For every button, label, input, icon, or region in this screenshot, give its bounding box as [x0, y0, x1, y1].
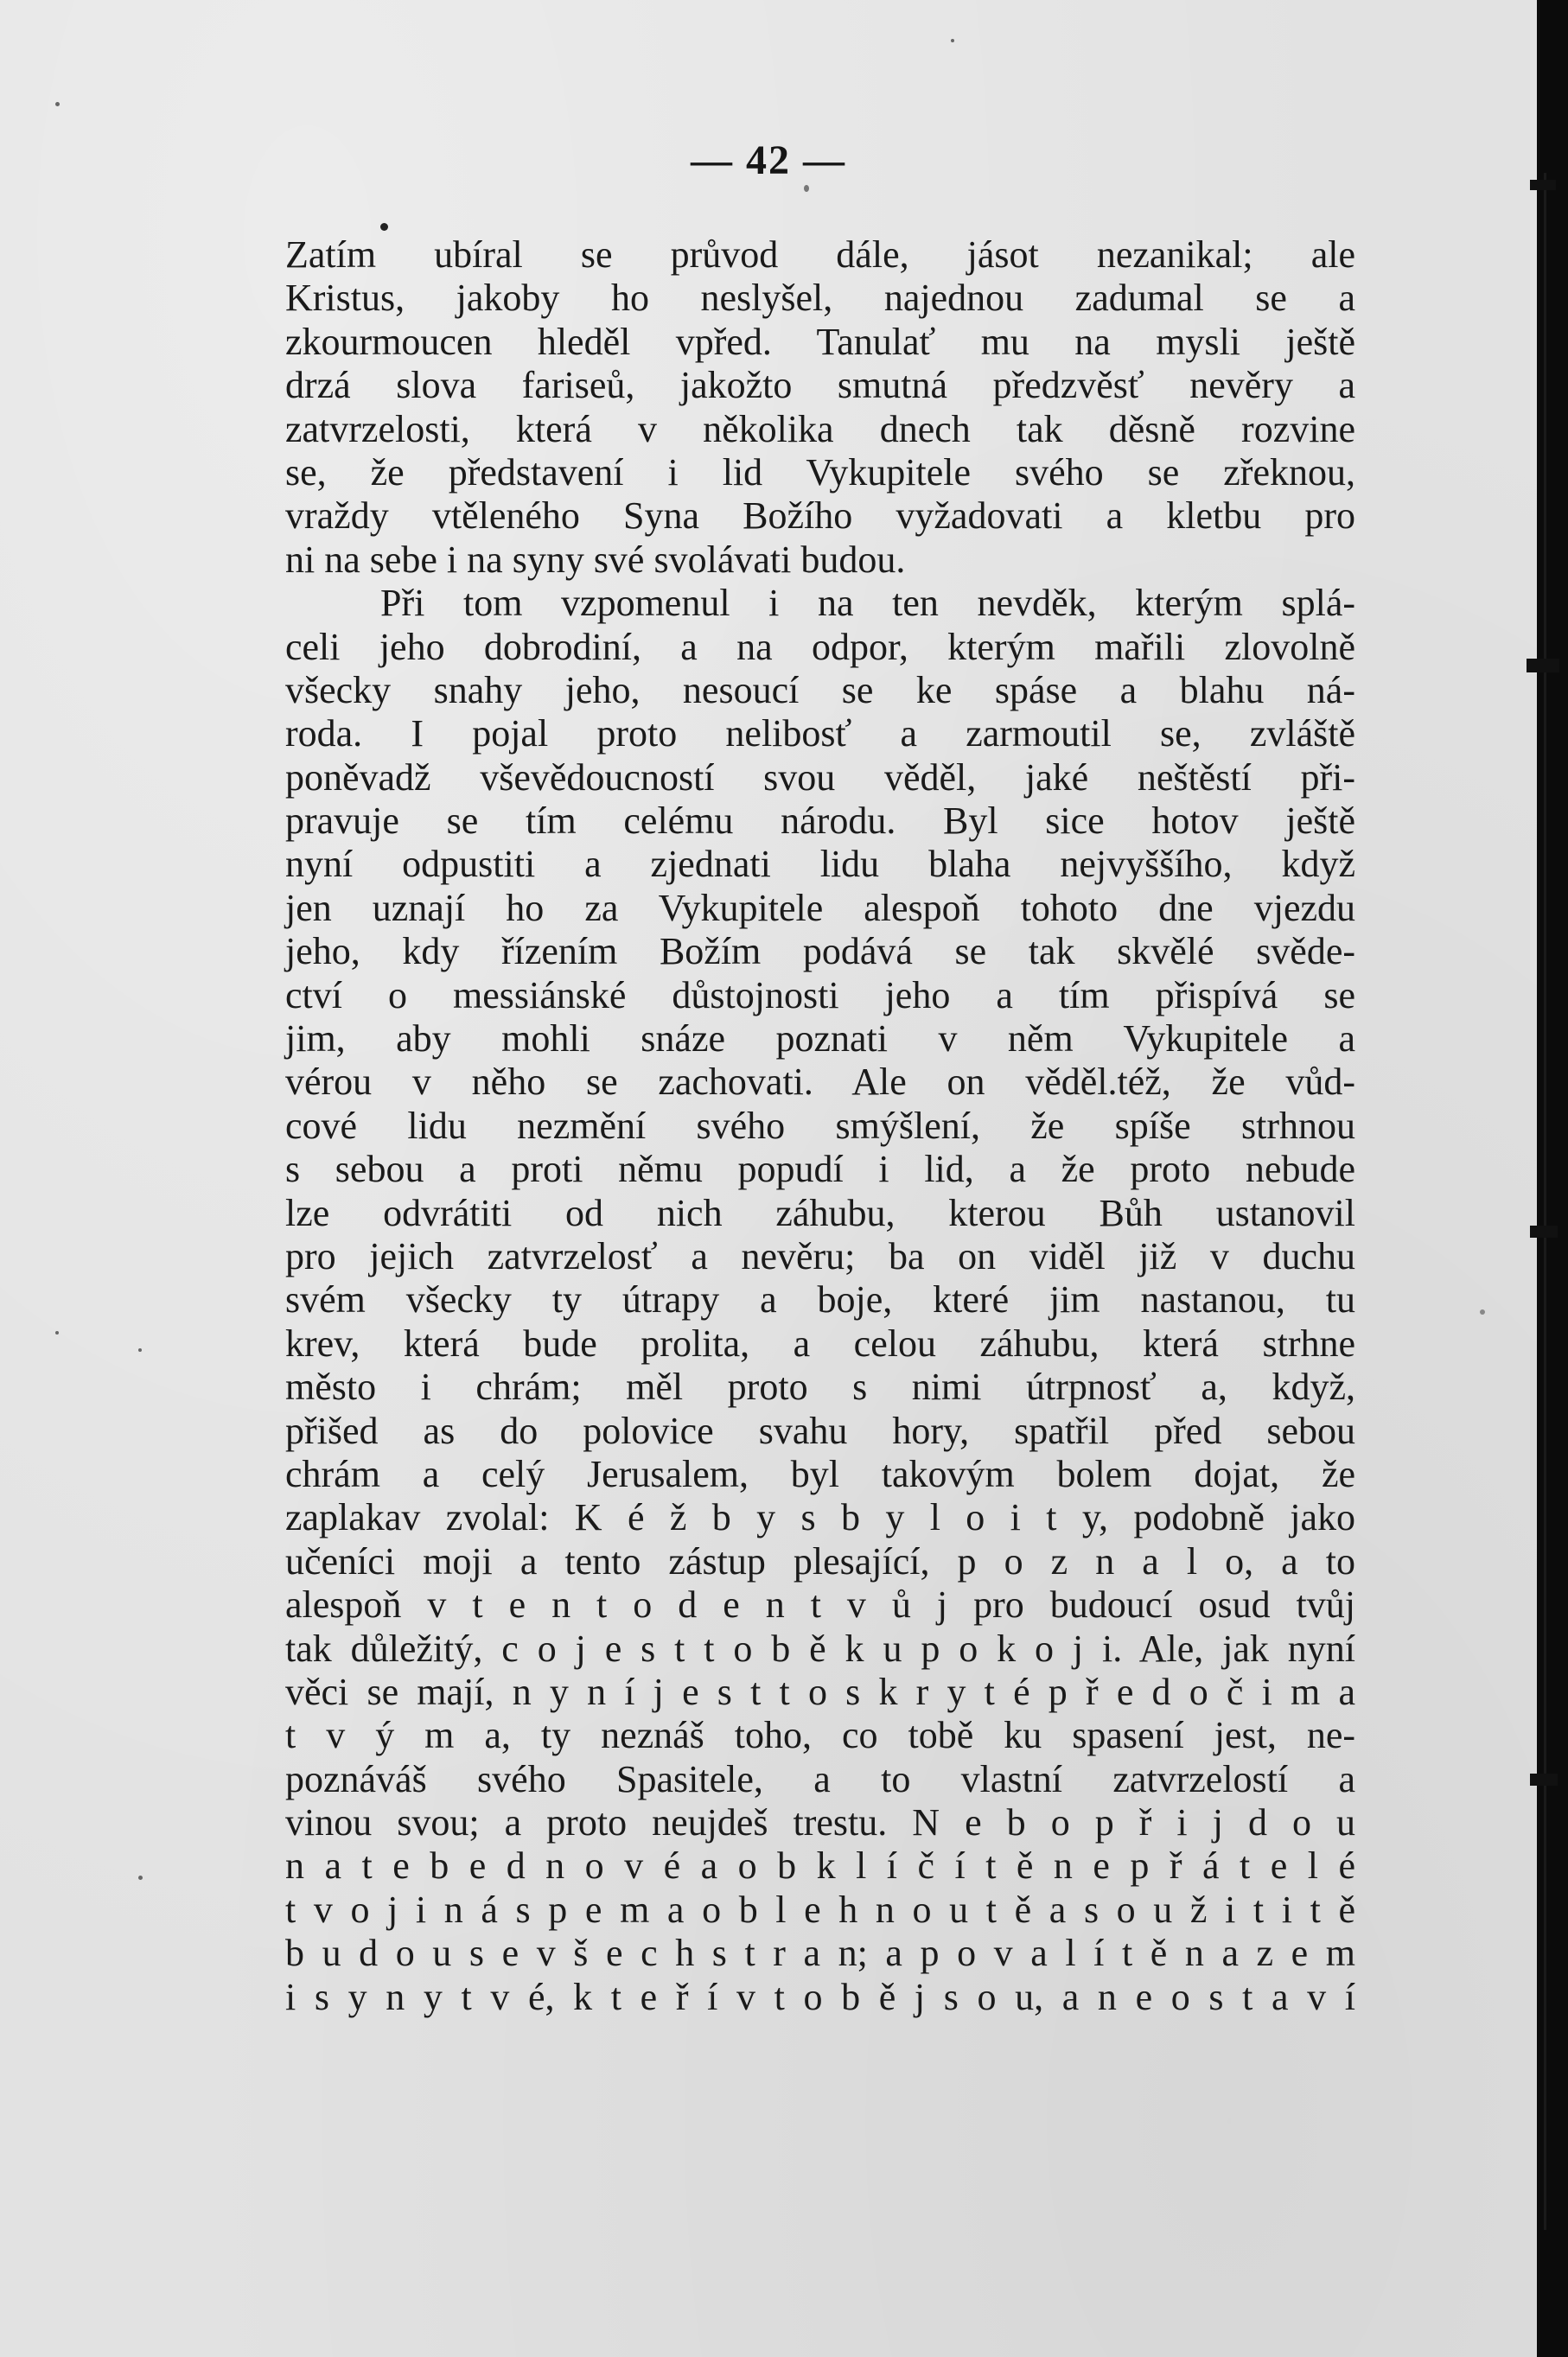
text-line: poněvadž vševědoucností svou věděl, jaké neštěstí při- [285, 755, 1355, 799]
text-line: drzá slova fariseů, jakožto smutná předzvěsť nevěry a [285, 364, 1355, 407]
text-line: s sebou a proti němu popudí i lid, a že proto nebude [285, 1148, 1355, 1191]
text-line: se, že představení i lid Vykupitele svého se zřeknou, [285, 450, 1355, 494]
binding-mark [1530, 1226, 1558, 1238]
text-line: všecky snahy jeho, nesoucí se ke spáse a blahu ná- [285, 668, 1355, 711]
scan-speck [55, 102, 60, 106]
text-line: jim, aby mohli snáze poznati v něm Vykupitele a [285, 1017, 1355, 1061]
text-line: Zatím ubíral se průvod dále, jásot nezanikal; ale [285, 233, 1355, 276]
binding-rule [1544, 173, 1546, 2230]
text-line: cové lidu nezmění svého smýšlení, že spíše strhnou [285, 1104, 1355, 1147]
binding-mark [1530, 1774, 1558, 1786]
binding-mark [1530, 180, 1556, 190]
text-line: alespoň v t e n t o d e n t v ů j pro budoucí osud tvůj [285, 1583, 1355, 1627]
scan-speck [380, 223, 388, 231]
text-line: celi jeho dobrodiní, a na odpor, kterým mařili zlovolně [285, 625, 1355, 668]
text-line: i s y n y t v é, k t e ř í v t o b ě j s o u, a n e o s t a v í [285, 1975, 1355, 2018]
text-line: vérou v něho se zachovati. Ale on věděl.též, že vůd- [285, 1061, 1355, 1104]
text-line: pro jejich zatvrzelosť a nevěru; ba on viděl již v duchu [285, 1234, 1355, 1277]
text-line: věci se mají, n y n í j e s t t o s k r y t é p ř e d o č i m a [285, 1670, 1355, 1713]
scan-speck [138, 1348, 142, 1352]
text-line: roda. I pojal proto nelibosť a zarmoutil se, zvláště [285, 712, 1355, 755]
scan-speck [1480, 1309, 1485, 1315]
text-line: zaplakav zvolal: K é ž b y s b y l o i t y, podobně jako [285, 1496, 1355, 1539]
text-line: jeho, kdy řízením Božím podává se tak skvělé svěde- [285, 930, 1355, 973]
text-line: jen uznají ho za Vykupitele alespoň tohoto dne vjezdu [285, 886, 1355, 929]
text-line: ni na sebe i na syny své svolávati budou. [285, 538, 906, 581]
scan-border [1537, 0, 1568, 2357]
text-line: pravuje se tím celému národu. Byl sice hotov ještě [285, 799, 1355, 843]
text-line: poznáváš svého Spasitele, a to vlastní zatvrzelostí a [285, 1757, 1355, 1800]
body-text [285, 233, 1355, 2019]
text-line: vinou svou; a proto neujdeš trestu. N e b o p ř i j d o u [285, 1801, 1355, 1844]
text-line: Při tom vzpomenul i na ten nevděk, kterým splá- [380, 582, 1355, 625]
text-line: zkourmoucen hleděl vpřed. Tanulať mu na mysli ještě [285, 320, 1355, 363]
text-line: svém všecky ty útrapy a boje, které jim nastanou, tu [285, 1278, 1355, 1322]
text-line: b u d o u s e v š e c h s t r a n; a p o v a l í t ě n a z e m [285, 1932, 1355, 1975]
text-line: Kristus, jakoby ho neslyšel, najednou zadumal se a [285, 277, 1355, 320]
text-line: t v ý m a, ty neznáš toho, co tobě ku spasení jest, ne- [285, 1714, 1355, 1757]
text-line: nyní odpustiti a zjednati lidu blaha nejvyššího, když [285, 843, 1355, 886]
scan-speck [951, 39, 954, 42]
text-line: zatvrzelosti, která v několika dnech tak děsně rozvine [285, 407, 1355, 450]
text-line: n a t e b e d n o v é a o b k l í č í t ě n e p ř á t e l é [285, 1844, 1355, 1888]
text-line: chrám a celý Jerusalem, byl takovým bolem dojat, že [285, 1452, 1355, 1495]
text-line: lze odvrátiti od nich záhubu, kterou Bůh ustanovil [285, 1191, 1355, 1234]
text-line: přišed as do polovice svahu hory, spatřil před sebou [285, 1409, 1355, 1452]
scan-speck [55, 1331, 59, 1335]
text-line: tak důležitý, c o j e s t t o b ě k u p o k o j i. Ale, jak nyní [285, 1627, 1355, 1670]
text-line: t v o j i n á s p e m a o b l e h n o u t ě a s o u ž i t i t ě [285, 1888, 1355, 1931]
scan-speck [138, 1876, 143, 1880]
scan-speck [804, 185, 809, 192]
page-number: — 42 — [691, 137, 846, 183]
text-line: učeníci moji a tento zástup plesající, p o z n a l o, a to [285, 1539, 1355, 1583]
text-line: ctví o messiánské důstojnosti jeho a tím přispívá se [285, 973, 1355, 1016]
binding-mark [1527, 659, 1559, 672]
text-line: vraždy vtěleného Syna Božího vyžadovati a kletbu pro [285, 494, 1355, 538]
text-line: krev, která bude prolita, a celou záhubu, která strhne [285, 1322, 1355, 1365]
text-line: město i chrám; měl proto s nimi útrpnosť a, když, [285, 1366, 1355, 1409]
